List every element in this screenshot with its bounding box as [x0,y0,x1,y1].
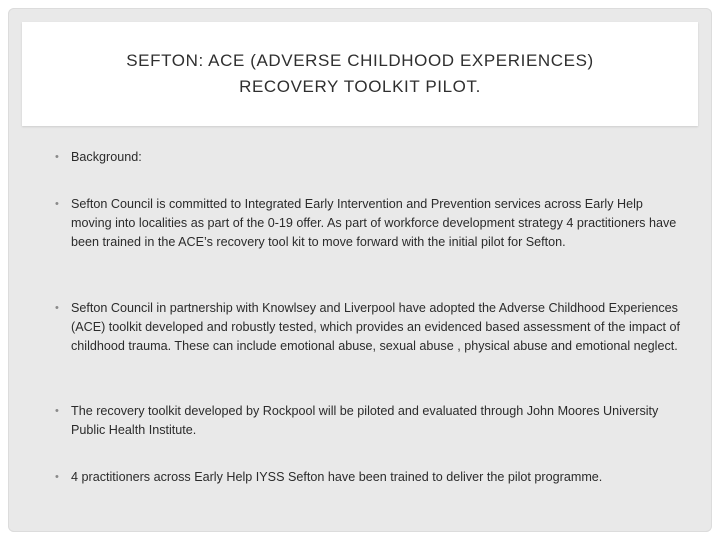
slide-title-line-2: RECOVERY TOOLKIT PILOT. [239,77,481,96]
bullet-council-commitment: • Sefton Council is committed to Integrated Early Intervention and Prevention services across Early Help moving into localities as part of the 0-19 offer. As part of workforce development strategy 4 practitioners have been trained in the ACE’s recovery tool kit to move forward with the initial pilot for Sefton. [54,195,684,252]
bullet-practitioners: • 4 practitioners across Early Help IYSS Sefton have been trained to deliver the pilot programme. [54,468,602,487]
bullet-recovery-toolkit: • The recovery toolkit developed by Rockpool will be piloted and evaluated through John Moores University Public Health Institute. [54,402,684,440]
bullet-partnership: • Sefton Council in partnership with Knowlsey and Liverpool have adopted the Adverse Childhood Experiences (ACE) toolkit developed and robustly tested, which provides an evidenced based assessment of the impact of childhood trauma. These can include emotional abuse, sexual abuse , physical abuse and emotional neglect. [54,299,684,356]
slide-title-line-1: SEFTON: ACE (ADVERSE CHILDHOOD EXPERIENCES) [126,51,594,70]
slide-title [126,48,594,100]
bullet-background: • Background: [54,148,142,167]
title-box [22,22,698,126]
